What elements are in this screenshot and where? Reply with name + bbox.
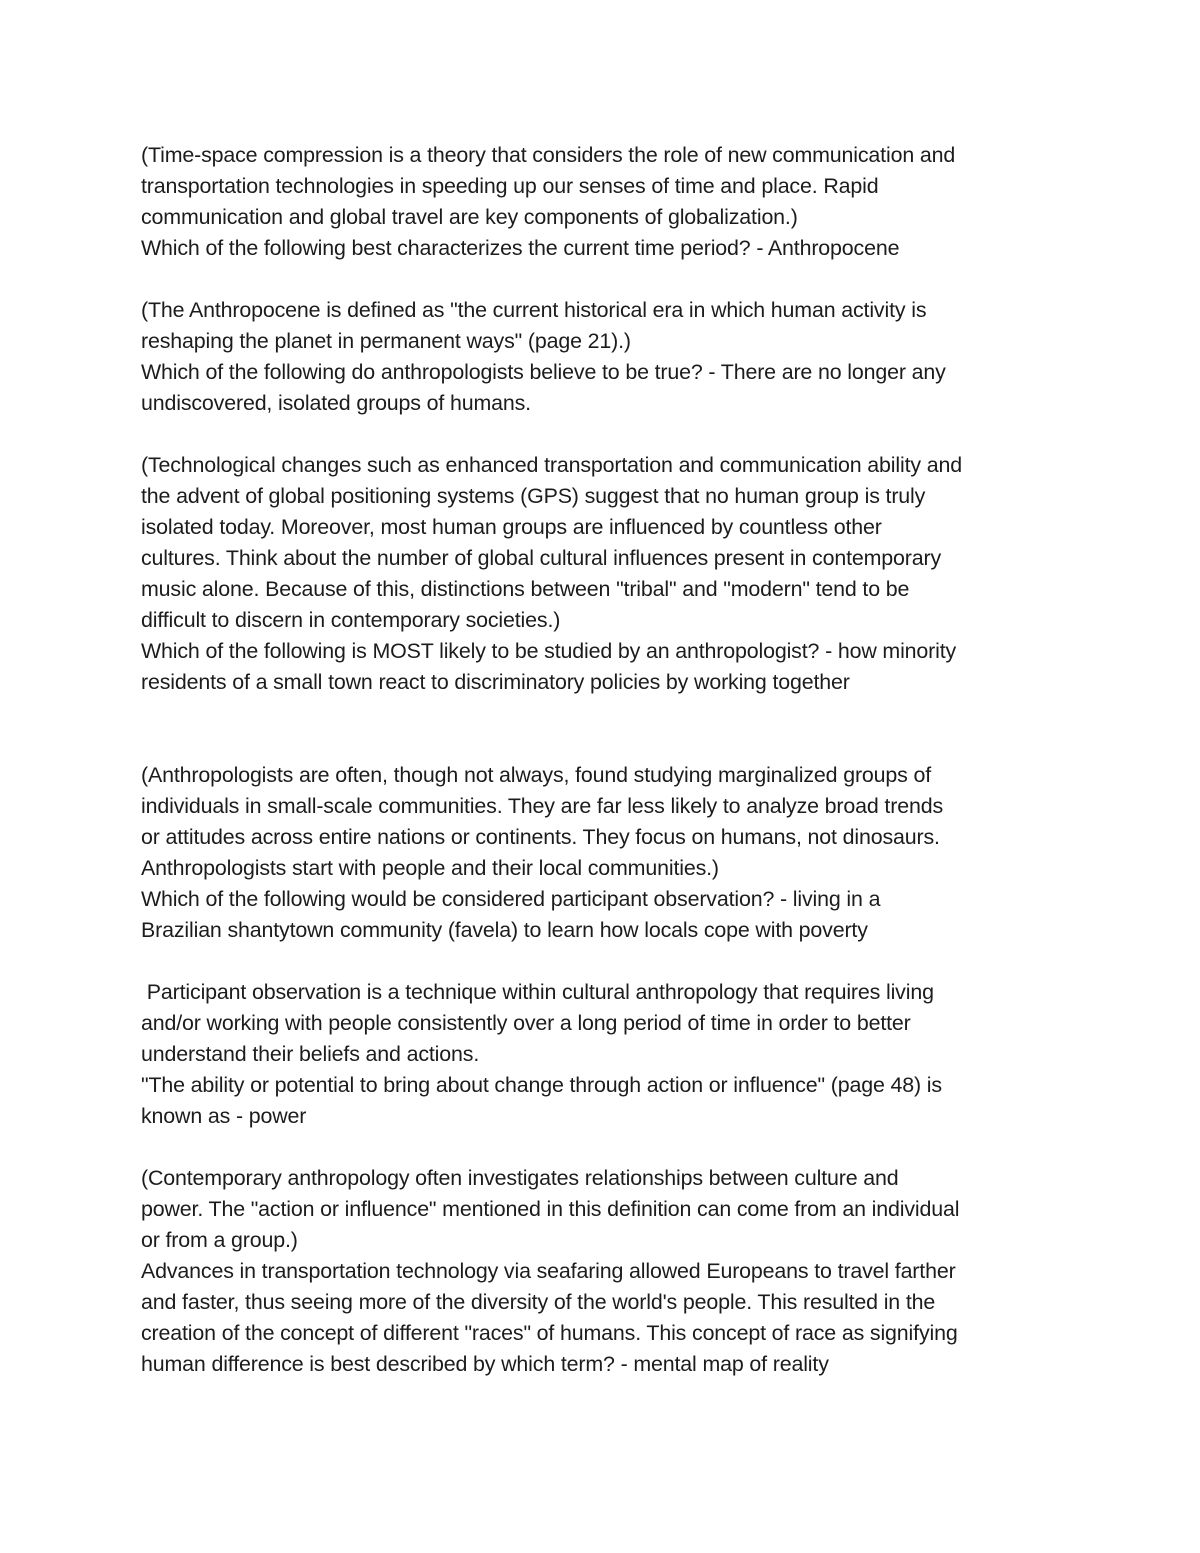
text-line: transportation technologies in speeding up our senses of time and place. Rapid xyxy=(141,174,879,198)
text-line: the advent of global positioning systems (GPS) suggest that no human group is truly xyxy=(141,484,926,508)
text-line: Which of the following is MOST likely to be studied by an anthropologist? - how minority xyxy=(141,639,957,663)
text-line: Anthropologists start with people and their local communities.) xyxy=(141,856,719,880)
text-line: Which of the following do anthropologists believe to be true? - There are no longer any xyxy=(141,360,946,384)
text-line: or attitudes across entire nations or continents. They focus on humans, not dinosaurs. xyxy=(141,825,940,849)
text-line: communication and global travel are key components of globalization.) xyxy=(141,205,798,229)
text-line: cultures. Think about the number of global cultural influences present in contemporary xyxy=(141,546,942,570)
text-line: Which of the following best characterizes the current time period? - Anthropocene xyxy=(141,236,900,260)
text-line: Which of the following would be considered participant observation? - living in a xyxy=(141,887,881,911)
text-line: human difference is best described by which term? - mental map of reality xyxy=(141,1352,829,1376)
text-line: individuals in small-scale communities. They are far less likely to analyze broad trends xyxy=(141,794,943,818)
text-line: creation of the concept of different "races" of humans. This concept of race as signifying xyxy=(141,1321,958,1345)
blank-line xyxy=(141,1132,1071,1163)
text-line: (Contemporary anthropology often investigates relationships between culture and xyxy=(141,1166,899,1190)
blank-line xyxy=(141,729,1071,760)
text-line: and/or working with people consistently over a long period of time in order to better xyxy=(141,1011,911,1035)
text-line: difficult to discern in contemporary societies.) xyxy=(141,608,561,632)
text-line: undiscovered, isolated groups of humans. xyxy=(141,391,531,415)
text-line: (Anthropologists are often, though not always, found studying marginalized groups of xyxy=(141,763,932,787)
text-line: power. The "action or influence" mentioned in this definition can come from an individual xyxy=(141,1197,960,1221)
text-line: reshaping the planet in permanent ways" (page 21).) xyxy=(141,329,631,353)
text-line: Advances in transportation technology via seafaring allowed Europeans to travel farther xyxy=(141,1259,956,1283)
text-line: isolated today. Moreover, most human groups are influenced by countless other xyxy=(141,515,882,539)
text-line: residents of a small town react to discriminatory policies by working together xyxy=(141,670,850,694)
text-line: understand their beliefs and actions. xyxy=(141,1042,480,1066)
blank-line xyxy=(141,419,1071,450)
text-line: music alone. Because of this, distinctions between "tribal" and "modern" tend to be xyxy=(141,577,910,601)
text-line: and faster, thus seeing more of the diversity of the world's people. This resulted in the xyxy=(141,1290,936,1314)
text-line: (Technological changes such as enhanced transportation and communication ability and xyxy=(141,453,962,477)
text-line: (The Anthropocene is defined as "the current historical era in which human activity is xyxy=(141,298,927,322)
blank-line xyxy=(141,698,1071,729)
text-line: "The ability or potential to bring about change through action or influence" (page 48) is xyxy=(141,1073,942,1097)
blank-line xyxy=(141,946,1071,977)
text-line: (Time-space compression is a theory that considers the role of new communication and xyxy=(141,143,956,167)
text-line: known as - power xyxy=(141,1104,307,1128)
text-line: Participant observation is a technique within cultural anthropology that requires living xyxy=(141,980,934,1004)
text-line: Brazilian shantytown community (favela) to learn how locals cope with poverty xyxy=(141,918,868,942)
document-body xyxy=(141,140,1071,1380)
text-line: or from a group.) xyxy=(141,1228,298,1252)
blank-line xyxy=(141,264,1071,295)
